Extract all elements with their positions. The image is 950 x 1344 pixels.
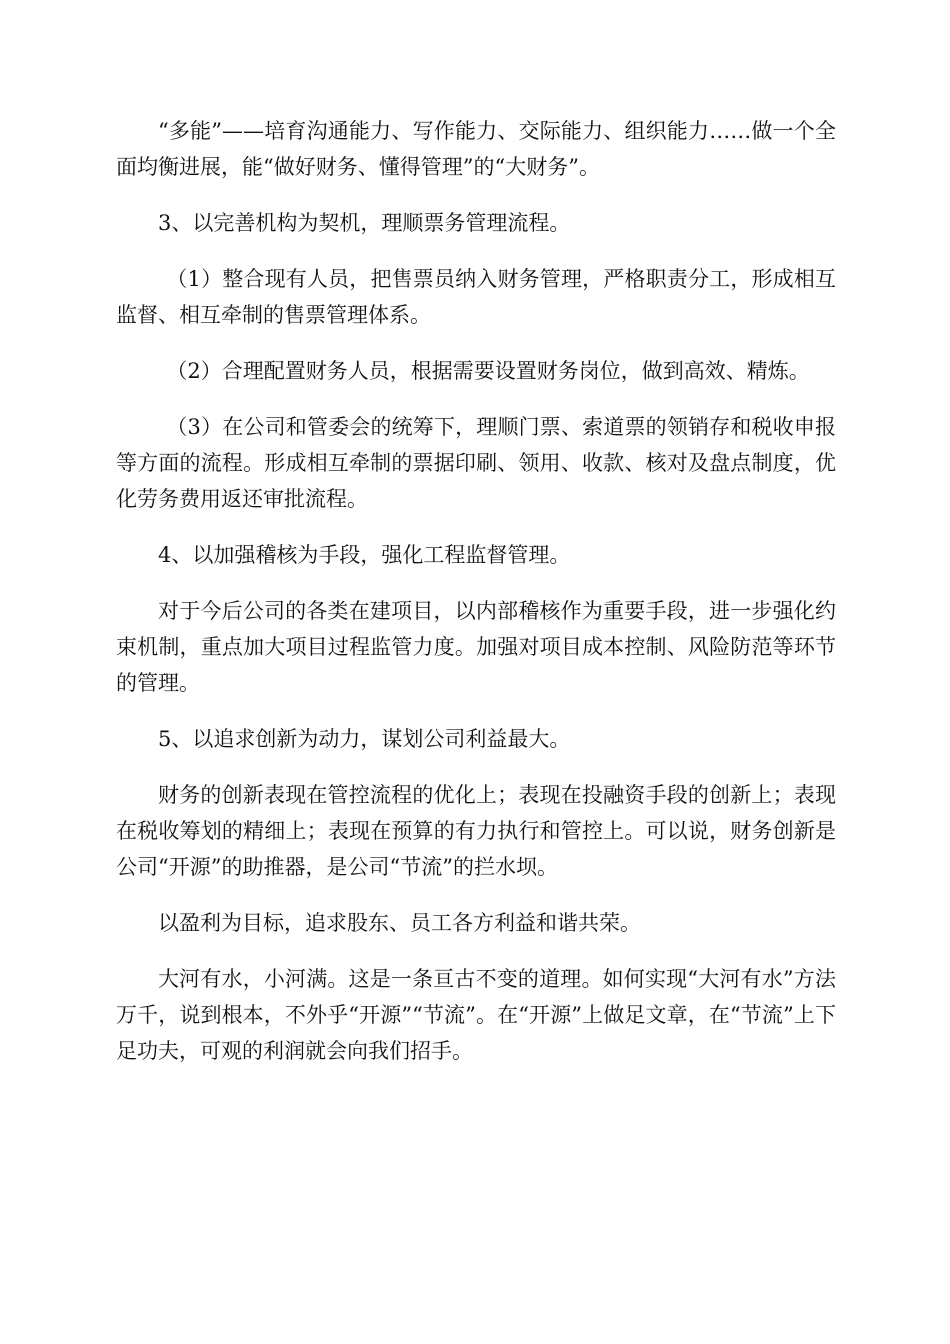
heading-item-4: 4、以加强稽核为手段，强化工程监督管理。: [158, 543, 571, 567]
subitem-3-3: （3）在公司和管委会的统筹下，理顺门票、索道票的领销存和税收申报等方面的流程。形成相互牵制的票据印刷、领用、收款、核对及盘点制度，优化劳务费用返还审批流程。: [116, 415, 836, 511]
paragraph-multi-ability: “多能”——培育沟通能力、写作能力、交际能力、组织能力……做一个全面均衡进展，能“做好财务、懂得管理”的“大财务”。: [116, 119, 836, 179]
heading-item-3: 3、以完善机构为契机，理顺票务管理流程。: [158, 211, 571, 235]
heading-profit-goal: 以盈利为目标，追求股东、员工各方利益和谐共荣。: [158, 911, 641, 935]
heading-item-5: 5、以追求创新为动力，谋划公司利益最大。: [158, 727, 571, 751]
paragraph-audit: 对于今后公司的各类在建项目，以内部稽核作为重要手段，进一步强化约束机制，重点加大项目过程监管力度。加强对项目成本控制、风险防范等环节的管理。: [116, 599, 836, 695]
subitem-3-2: （2）合理配置财务人员，根据需要设置财务岗位，做到高效、精炼。: [166, 359, 810, 383]
paragraph-innovation: 财务的创新表现在管控流程的优化上；表现在投融资手段的创新上；表现在税收筹划的精细上；表现在预算的有力执行和管控上。可以说，财务创新是公司“开源”的助推器，是公司“节流”的拦水坝。: [116, 783, 836, 879]
subitem-3-1: （1）整合现有人员，把售票员纳入财务管理，严格职责分工，形成相互监督、相互牵制的售票管理体系。: [116, 267, 836, 327]
paragraph-big-river: 大河有水，小河满。这是一条亘古不变的道理。如何实现“大河有水”方法万千，说到根本，不外乎“开源”“节流”。在“开源”上做足文章，在“节流”上下足功夫，可观的利润就会向我们招手。: [116, 967, 836, 1063]
document-body: [116, 113, 836, 1089]
